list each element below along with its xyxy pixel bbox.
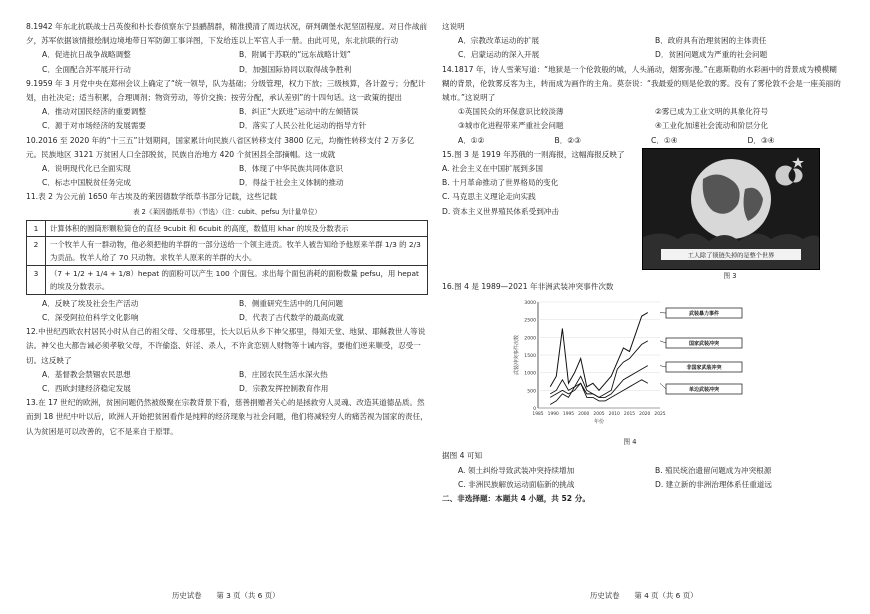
figure3-caption: 图 3	[723, 271, 737, 280]
q8-option-d: D．加强国际协同以取得战争胜利	[239, 64, 352, 74]
y-tick-label: 3000	[524, 301, 536, 307]
y-tick-label: 1000	[524, 371, 536, 377]
q14-item-1: ①英国民众的环保意识比较淡薄	[458, 107, 564, 117]
x-tick-label: 2020	[639, 412, 651, 418]
x-tick-label: 2025	[654, 412, 666, 418]
figure4-chart	[510, 296, 750, 449]
x-tick-label: 2010	[608, 412, 620, 418]
y-tick-label: 500	[527, 389, 536, 395]
x-tick-label: 1985	[532, 412, 544, 418]
q10-stem: 10.2016 至 2020 年的“十三五”计划期间，国家累计向民族八省区转移支付 3800 亿元，均衡性转移支付 2 万多亿元。民族地区 3121 万贫困人口全部脱贫，民族自治地方 420 个贫困县全部摘帽。这一成就	[26, 135, 415, 159]
q8-options	[26, 48, 428, 76]
q11-option-a: A．反映了埃及社会生产活动	[42, 298, 139, 308]
q11-option-b: B．侧重研究生活中的几何问题	[239, 298, 343, 308]
q9-option-b: B．纠正“大跃进”运动中的左倾错误	[239, 107, 359, 117]
q12-option-b: B．庄园农民生活水深火热	[239, 369, 328, 379]
q15-block	[442, 148, 844, 280]
series-line	[550, 366, 648, 398]
q11-option-d: D．代表了古代数学的最高成就	[239, 313, 344, 323]
q8-stem: 8.1942 年东北抗联战士吕英俊和朴长春侦察东宁县鹂鹊群，精准摸清了周边状况，研判碉堡水泥坚固程度。对日作战前夕，苏军依据该情报绘制边境地带日军防御工事详图，下发给连以上军官人手一册。由此可见，东北抗联的行动	[26, 22, 428, 46]
q12-options	[26, 368, 428, 396]
q8-option-c: C．全面配合苏军展开行动	[42, 64, 131, 74]
legend-leader	[660, 341, 666, 343]
q11-option-c: C．深受阿拉伯科学文化影响	[42, 313, 139, 323]
q8-option-a: A．促进抗日战争战略调整	[42, 50, 131, 60]
section-two-heading: 二、非选择题：本题共 4 小题，共 52 分。	[442, 494, 590, 504]
q16-options	[442, 464, 844, 492]
q14-options	[442, 134, 844, 148]
q13-options	[442, 34, 844, 62]
x-axis-label: 年份	[593, 419, 605, 426]
legend-label: 单边武装冲突	[688, 387, 720, 394]
legend-label: 国家武装冲突	[688, 341, 720, 348]
q8-option-b: B．附属于苏联的“远东战略计划”	[239, 50, 351, 60]
series-line	[550, 313, 648, 391]
figure4-caption: 图 4	[623, 438, 637, 447]
q11-stem: 11.表 2 为公元前 1650 年古埃及的莱因德数学纸草书部分记载，这些记载	[26, 192, 277, 202]
table-row-text: 一个牧羊人有一群动物，他必须把他的羊群的一部分送给一个领主进贡。牧羊人被告知给予他原来羊群 1/3 的 2/3 为贡品。牧羊人给了 70 只动物。求牧羊人原来的羊群的大小。	[46, 236, 428, 265]
q15-text	[442, 148, 632, 219]
table-row-number: 2	[27, 236, 46, 265]
q13-option-a: A．宗教改革运动的扩展	[458, 36, 540, 46]
q13-option-c: C．启蒙运动的深入开展	[458, 50, 540, 60]
x-tick-label: 2015	[623, 412, 636, 418]
q15-option-d: D. 资本主义世界殖民体系受到冲击	[442, 206, 559, 216]
x-tick-label: 2000	[578, 412, 590, 418]
q12-option-a: A．基督教会禁锢农民思想	[42, 369, 131, 379]
footer-left: 历史试卷 第 3 页（共 6 页）	[172, 591, 280, 600]
legend-label: 非国家武装冲突	[686, 365, 722, 372]
table-row-number: 3	[27, 265, 46, 294]
q14-option-b: B．②③	[554, 135, 581, 145]
q9-option-d: D．落实了人民公社化运动的指导方针	[239, 121, 367, 131]
q9-options	[26, 105, 428, 133]
x-tick-label: 1995	[562, 412, 575, 418]
q14-item-2: ②雾已成为工业文明的具象化符号	[655, 107, 769, 117]
table-row-text: 计算体积的圆筒形颗粒筒仓的直径 9cubit 和 6cubit 的高度，数值用 khar 的埃及分数表示	[46, 220, 428, 236]
q10-option-a: A．说明现代化已全面实现	[42, 164, 131, 174]
q16-option-d: D. 建立新的非洲治理体系任重道远	[655, 479, 772, 489]
q16-after: 据图 4 可知	[442, 451, 483, 461]
q15-option-c: C. 马克思主义理论走向实践	[442, 192, 536, 202]
y-tick-label: 2000	[524, 336, 536, 342]
q16-option-b: B. 殖民统治遗留问题成为冲突根源	[655, 465, 772, 475]
footer-right: 历史试卷 第 4 页（共 6 页）	[590, 591, 698, 600]
q9-option-c: C．源于对市场经济的发展需要	[42, 121, 147, 131]
q15-option-b: B. 十月革命推动了世界格局的变化	[442, 178, 559, 188]
q12-option-c: C．西欧封建经济稳定发展	[42, 384, 131, 394]
q12-option-d: D．宗教发挥控制教育作用	[239, 384, 329, 394]
legend-leader	[660, 383, 666, 389]
q9-option-a: A．推动对国民经济的重要调整	[42, 107, 146, 117]
q14-stem: 14.1817 年，诗人雪莱写道：“地狱是一个伦敦般的城，人头涌动，烟雾弥漫。”在惠斯勒的水彩画中的背景成为模模糊糊的背景，伦敦雾反客为主，转而成为画作的主角。莫奈说：“我最爱的则是伦敦的雾。没有了雾伦敦不会是一座美丽的城市。”这说明了	[442, 64, 841, 103]
q10-option-b: B．体现了中华民族共同体意识	[239, 164, 343, 174]
q12-stem: 12.中世纪西欧农村居民小时从自己的祖父母、父母那里，长大以后从乡下神父那里，得知天堂、地狱、耶稣教世人等说法。神父也大都告诫必须孝敬父母，不许偷盗、奸淫、杀人，不许贪恋别人财物等十诫内容，要他们逆来顺受，忍受一切。这反映了	[26, 327, 426, 365]
x-tick-label: 1990	[547, 412, 559, 418]
y-tick-label: 2500	[524, 318, 536, 324]
q10-options	[26, 162, 428, 190]
q10-option-d: D．得益于社会主义体制的推动	[239, 178, 344, 188]
soviet-poster-image	[642, 148, 820, 270]
y-tick-label: 0	[533, 407, 536, 413]
q11-options	[26, 297, 428, 325]
poster-illustration	[643, 149, 819, 269]
poster-slogan: 工人除了锁链失掉的是整个世界	[687, 252, 775, 260]
table-row-number: 1	[27, 220, 46, 236]
q14-item-4: ④工业化加速社会流动和阶层分化	[655, 121, 769, 131]
q13-option-d: D．贫困问题成为严重的社会问题	[655, 50, 768, 60]
q16-stem: 16.图 4 是 1989—2021 年非洲武装冲突事件次数	[442, 281, 614, 291]
y-tick-label: 1500	[524, 354, 536, 360]
q13-option-b: B．政府具有治理贫困的主体责任	[655, 36, 767, 46]
y-axis-label: 武装冲突事件次数	[514, 335, 520, 376]
legend-label: 武装暴力事件	[688, 311, 720, 318]
table2	[26, 220, 428, 295]
x-tick-label: 2005	[593, 412, 605, 418]
q13-stem: 13.在 17 世纪的欧洲，贫困问题仍然被级聚在宗教背景下看，慈善捐赠者关心的是拯救穷人灵魂、改造其道德品质。然而到 18 世纪中叶以后，欧洲人开始把贫困看作是纯粹的经济现象与社会问题，他们将减轻穷人的痛苦视为国家的责任，认为贫困是可以改善的，它不是来自于原罪。	[26, 398, 428, 436]
table-row	[27, 236, 428, 265]
q14-option-a: A．①②	[458, 135, 485, 145]
line-chart	[510, 296, 750, 430]
table-row	[27, 220, 428, 236]
table2-caption: 表 2《莱因德纸草书》（节选）（注：cubit、pefsu 为计量单位）	[132, 207, 322, 216]
q14-option-d: D．③④	[747, 135, 775, 145]
q14-items	[442, 105, 844, 133]
q15-option-a: A. 社会主义在中国扩展到多国	[442, 164, 544, 174]
q15-stem: 15.图 3 是 1919 年苏俄的一则海报，这幅海报反映了	[442, 149, 625, 159]
legend-leader	[660, 366, 666, 367]
q10-option-c: C．标志中国脱贫任务完成	[42, 178, 131, 188]
q14-item-3: ③城市化进程带来严重社会问题	[458, 121, 564, 131]
table-row	[27, 265, 428, 294]
q16-option-c: C. 非洲民族解放运动面临新的挑战	[458, 479, 575, 489]
table-row-text: （7 + 1/2 + 1/4 + 1/8）hepat 的面粉可以产生 100 个面包。求出每个面包消耗的面粉数量 pefsu，用 hepat 的埃及分数表示。	[46, 265, 428, 294]
right-column	[442, 20, 844, 506]
q9-stem: 9.1959 年 3 月党中央在郑州会议上确定了“统一领导，队为基础；分级管理，权力下放；三级核算，各计盈亏；分配计划，由社决定；适当积累，合理调剂；物资劳动，等价交换；按劳分配，承认差别”的十四句话。这一政策的提出	[26, 78, 426, 103]
q16-option-a: A. 领土纠纷导致武装冲突持续增加	[458, 465, 575, 475]
q13-continued: 这说明	[442, 22, 465, 31]
left-column	[26, 20, 428, 439]
q14-option-c: C．①④	[651, 135, 678, 145]
